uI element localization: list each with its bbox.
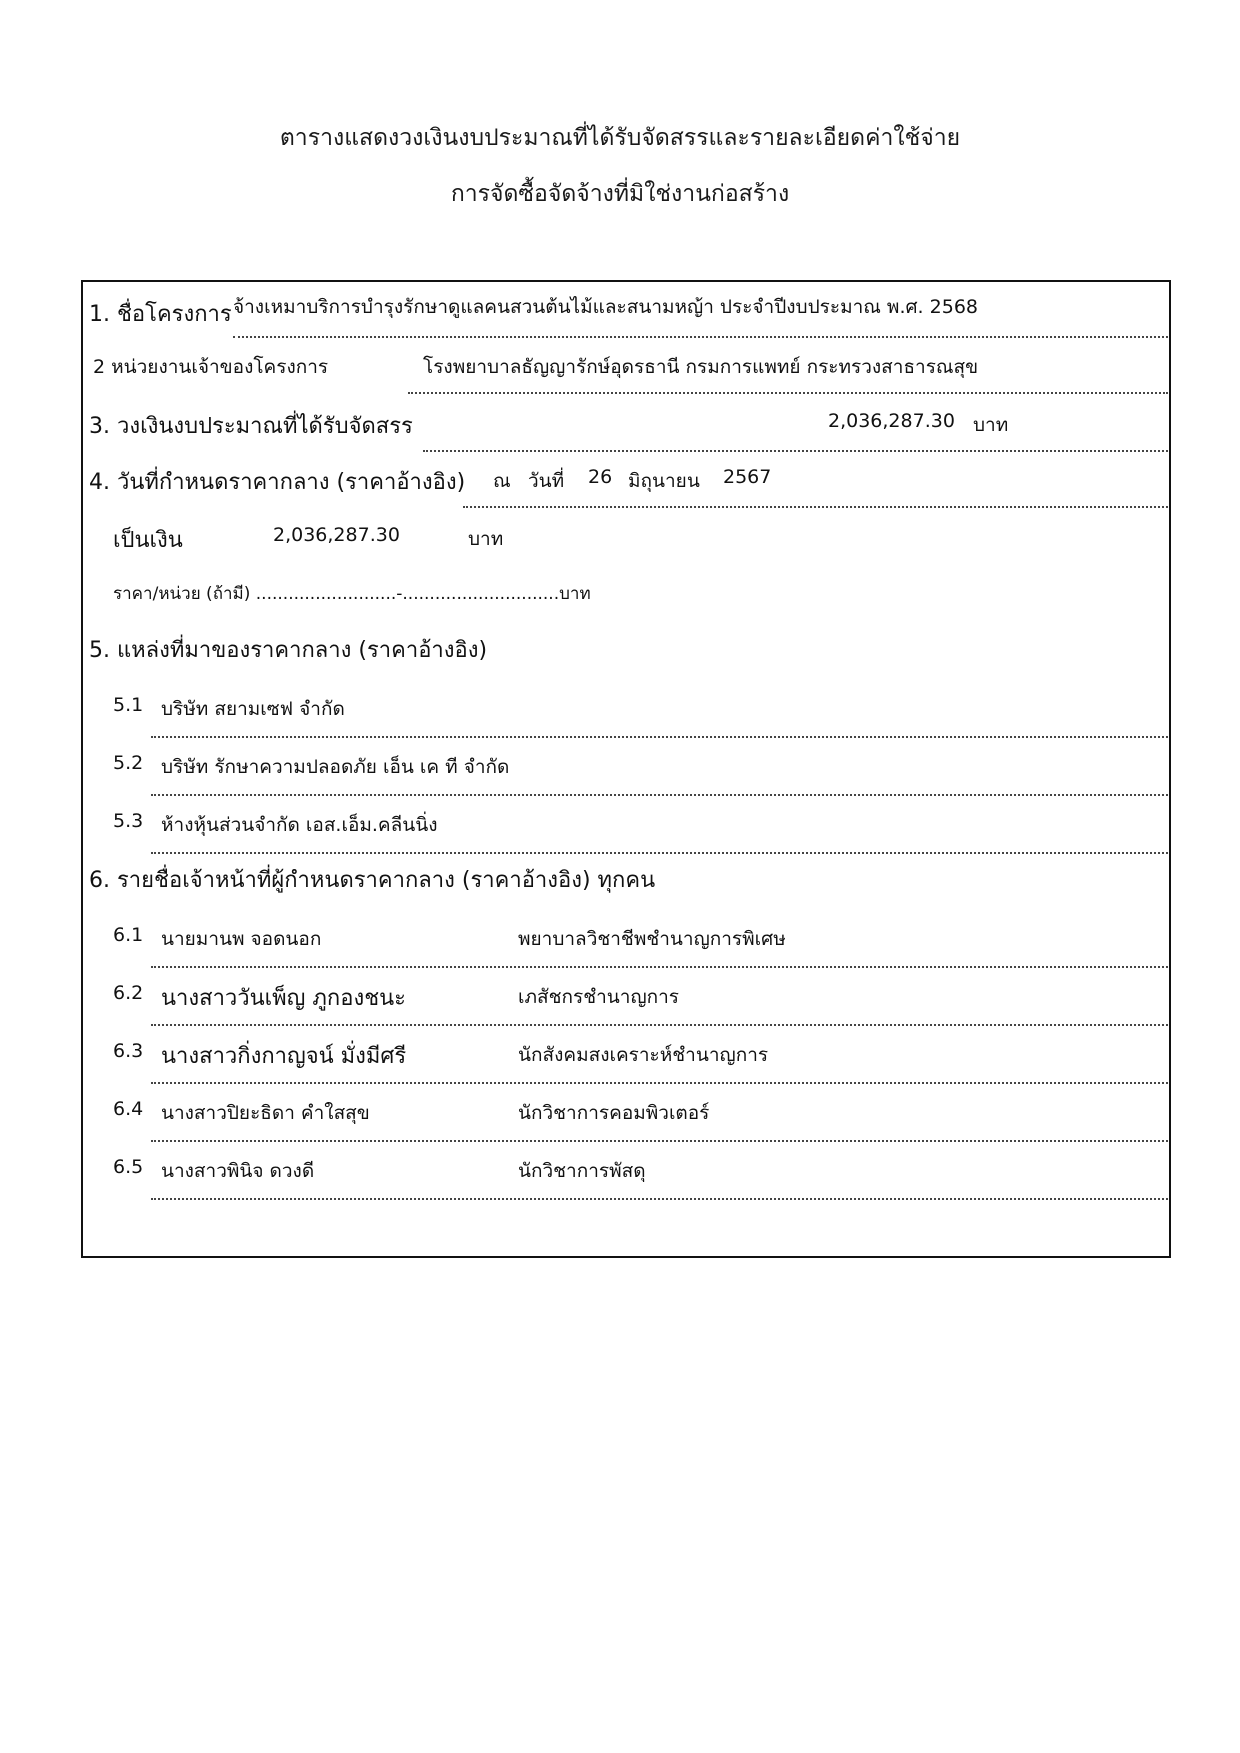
officer-name: นางสาวปิยะธิดา คำใสสุข xyxy=(161,1102,370,1124)
reference-date-label: 4. วันที่กำหนดราคากลาง (ราคาอ้างอิง) xyxy=(89,470,466,495)
reference-date-word: วันที่ xyxy=(528,470,565,492)
officer-line xyxy=(151,1024,1168,1026)
owner-agency-value: โรงพยาบาลธัญญารักษ์อุดรธานี กรมการแพทย์ กระทรวงสาธารณสุข xyxy=(423,356,979,378)
price-source-label: 5. แหล่งที่มาของราคากลาง (ราคาอ้างอิง) xyxy=(89,638,488,663)
officer-no: 6.3 xyxy=(113,1040,144,1062)
budget-amount: 2,036,287.30 xyxy=(828,410,955,432)
officer-name: นายมานพ จอดนอก xyxy=(161,928,322,950)
document-title: ตารางแสดงวงเงินงบประมาณที่ได้รับจัดสรรและรายละเอียดค่าใช้จ่าย xyxy=(279,125,961,151)
project-name-value: จ้างเหมาบริการบำรุงรักษาดูแลคนสวนต้นไม้และสนามหญ้า ประจำปีงบประมาณ พ.ศ. 2568 xyxy=(233,296,978,318)
price-source-name: ห้างหุ้นส่วนจำกัด เอส.เอ็ม.คลีนนิ่ง xyxy=(161,814,438,836)
officer-position: นักวิชาการคอมพิวเตอร์ xyxy=(518,1102,710,1124)
reference-amount-label: เป็นเงิน xyxy=(113,528,183,553)
budget-unit: บาท xyxy=(973,414,1009,436)
price-source-no: 5.3 xyxy=(113,810,144,832)
officer-line xyxy=(151,966,1168,968)
officer-position: นักวิชาการพัสดุ xyxy=(518,1160,646,1182)
officer-no: 6.1 xyxy=(113,924,144,946)
reference-amount-unit: บาท xyxy=(468,528,504,550)
officer-name: นางสาววันเพ็ญ ภูกองชนะ xyxy=(161,986,406,1011)
per-unit-price-line: ราคา/หน่วย (ถ้ามี) ..........................-.............................บาท xyxy=(113,584,591,604)
price-source-name: บริษัท รักษาความปลอดภัย เอ็น เค ที จำกัด xyxy=(161,756,510,778)
officer-name: นางสาวกิ่งกาญจน์ มั่งมีศรี xyxy=(161,1044,407,1069)
owner-agency-label: 2 หน่วยงานเจ้าของโครงการ xyxy=(93,356,329,378)
officer-line xyxy=(151,1082,1168,1084)
officer-name: นางสาวพินิจ ดวงดี xyxy=(161,1160,315,1182)
price-source-name: บริษัท สยามเซฟ จำกัด xyxy=(161,698,345,720)
officer-no: 6.4 xyxy=(113,1098,144,1120)
document-subtitle: การจัดซื้อจัดจ้างที่มิใช่งานก่อสร้าง xyxy=(450,181,790,207)
officers-label: 6. รายชื่อเจ้าหน้าที่ผู้กำหนดราคากลาง (ราคาอ้างอิง) ทุกคน xyxy=(89,868,656,893)
project-name-label: 1. ชื่อโครงการ xyxy=(89,302,232,327)
reference-amount-value: 2,036,287.30 xyxy=(273,524,400,546)
owner-agency-line xyxy=(408,392,1168,394)
reference-date-prefix: ณ xyxy=(493,470,511,492)
reference-date-day: 26 xyxy=(588,466,613,488)
officer-line xyxy=(151,1140,1168,1142)
reference-date-line xyxy=(463,506,1168,508)
price-source-no: 5.1 xyxy=(113,694,144,716)
officer-line xyxy=(151,1198,1168,1200)
price-source-line xyxy=(151,852,1168,854)
project-name-line xyxy=(233,336,1168,338)
reference-date-year: 2567 xyxy=(723,466,772,488)
officer-position: พยาบาลวิชาชีพชำนาญการพิเศษ xyxy=(518,928,786,950)
price-source-line xyxy=(151,794,1168,796)
budget-line xyxy=(423,450,1168,452)
officer-no: 6.2 xyxy=(113,982,144,1004)
officer-position: นักสังคมสงเคราะห์ชำนาญการ xyxy=(518,1044,769,1066)
officer-no: 6.5 xyxy=(113,1156,144,1178)
form-frame xyxy=(81,280,1171,1258)
officer-position: เภสัชกรชำนาญการ xyxy=(518,986,680,1008)
reference-date-month: มิถุนายน xyxy=(628,470,700,492)
budget-label: 3. วงเงินงบประมาณที่ได้รับจัดสรร xyxy=(89,414,413,439)
price-source-no: 5.2 xyxy=(113,752,144,774)
price-source-line xyxy=(151,736,1168,738)
